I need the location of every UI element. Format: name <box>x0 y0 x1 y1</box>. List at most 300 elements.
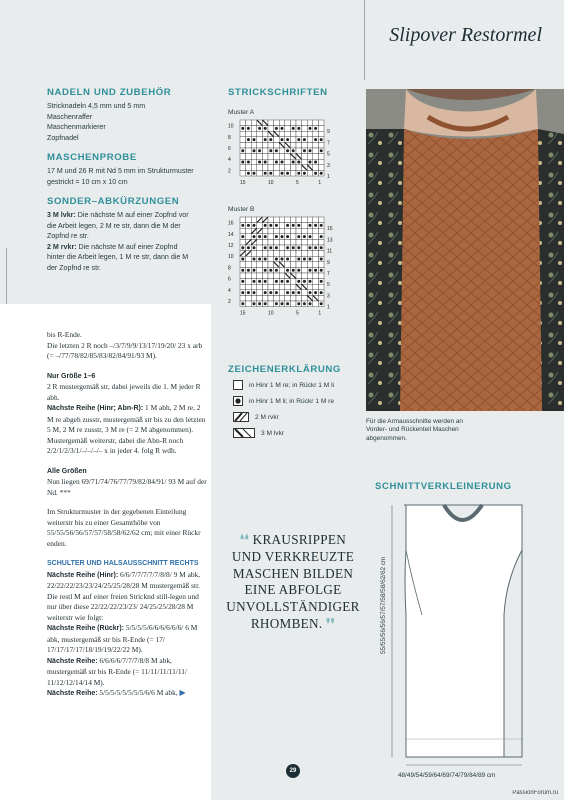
chart-cell <box>318 295 324 301</box>
chart-dot <box>247 138 250 141</box>
chart-col-label: 10 <box>268 310 274 317</box>
row-heading: Nächste Reihe (Rückr): <box>47 625 125 632</box>
pull-quote <box>226 532 360 633</box>
chart-dot <box>241 258 244 261</box>
chart-cell <box>274 284 280 290</box>
chart-cell <box>307 142 313 148</box>
chart-cell <box>290 256 296 262</box>
chart-dot <box>286 149 289 152</box>
chart-cell <box>296 251 302 257</box>
chart-row-label: 5 <box>327 282 330 289</box>
chart-cell <box>268 273 274 279</box>
instructions-column <box>47 330 207 709</box>
chart-cell <box>268 142 274 148</box>
section-heading: SCHULTER UND HALSAUSSCHNITT RECHTS <box>47 560 199 567</box>
chart-cell <box>240 120 246 126</box>
chart-cell <box>279 120 285 126</box>
body-text: 6/6/7/7/7/7/7/8/8/ 9 M abk, 22/22/22/23/23/24/25/25/28/28 M mustergemäß str. <box>47 569 201 590</box>
chart-cell <box>318 126 324 132</box>
chart-dot <box>286 302 289 305</box>
chart-cell <box>262 142 268 148</box>
chart-dot <box>253 235 256 238</box>
chart-cell <box>240 154 246 160</box>
chart-cell <box>246 284 252 290</box>
abbrev-def: die Arbeit legen, 2 M re str, dann die M der <box>47 221 181 230</box>
chart-row-label: 13 <box>327 237 333 244</box>
chart-dot <box>297 246 300 249</box>
chart-cell <box>262 148 268 154</box>
chart-dot <box>303 172 306 175</box>
page-title: Slipover Restormel <box>389 24 542 46</box>
chart-cell <box>285 239 291 245</box>
chart-row-label: 14 <box>228 231 234 238</box>
chart-b-label: Muster B <box>228 206 255 213</box>
chart-dot <box>275 302 278 305</box>
chart-dot <box>241 149 244 152</box>
chart-cell <box>279 223 285 229</box>
chart-cell <box>257 273 263 279</box>
chart-cell <box>318 142 324 148</box>
chart-cell <box>246 273 252 279</box>
legend-text: in Hinr 1 M li; in Rückr 1 M re <box>249 397 335 405</box>
chart-dot <box>320 291 323 294</box>
chart-col-label: 1 <box>318 180 322 186</box>
chart-cell <box>240 239 246 245</box>
chart-dot <box>292 269 295 272</box>
chart-cell <box>240 142 246 148</box>
chart-dot <box>297 258 300 261</box>
chart-cell <box>246 301 252 307</box>
chart-cell <box>257 142 263 148</box>
body-text: Die restl M auf einer freien Stricknd still-legen und nur über diese 22/22/22/23/23/ 24/25/25/28/28 M weiterstr wie folgt: <box>47 591 199 622</box>
chart-dot <box>281 172 284 175</box>
chart-dot <box>303 258 306 261</box>
chart-cell <box>262 284 268 290</box>
chart-cell <box>290 301 296 307</box>
body-text: 5/5/5/5/6/6/6/6/6/6/ 6 M abk, mustergemäß str bis R-Ende (= 17/ 17/17/17/17/18/19/19/22/22 M). <box>47 623 198 654</box>
chart-dot <box>281 235 284 238</box>
chart-cell <box>307 262 313 268</box>
abbrev-def: hinter die Arbeit legen, 1 M re str, dann die M <box>47 253 189 262</box>
chart-cell <box>296 142 302 148</box>
chart-row-label: 9 <box>327 129 330 136</box>
chart-dot <box>264 291 267 294</box>
chart-row-label: 4 <box>228 157 231 164</box>
chart-dot <box>286 224 289 227</box>
chart-cell <box>251 159 257 165</box>
chart-cell <box>240 137 246 143</box>
chart-row-label: 8 <box>228 265 231 272</box>
chart-dot <box>258 149 261 152</box>
chart-cell <box>268 165 274 171</box>
divider-line <box>364 0 365 80</box>
row-heading: Nächste Reihe: <box>47 690 98 697</box>
chart-dot <box>253 246 256 249</box>
chart-cell <box>285 154 291 160</box>
chart-cell <box>262 154 268 160</box>
chart-dot <box>264 172 267 175</box>
chart-row-label: 2 <box>228 168 231 175</box>
chart-cell <box>313 284 319 290</box>
charts-heading: STRICKSCHRIFTEN <box>228 87 328 98</box>
chart-dot <box>247 172 250 175</box>
chart-cell <box>313 142 319 148</box>
chart-cell <box>279 228 285 234</box>
chart-dot <box>253 224 256 227</box>
schematic-drawing <box>382 495 542 780</box>
chart-dot <box>314 224 317 227</box>
body-text: Im Strukturmuster in der gegebenen Einteilung weiterstr bis zu einer Gesamthöhe von 55/55/56/56/57/57/58/58/62/62 cm; mit einer Rückr enden. <box>47 507 201 548</box>
schematic-heading: SCHNITTVERKLEINERUNG <box>375 481 512 492</box>
chart-cell <box>240 284 246 290</box>
chart-dot <box>269 172 272 175</box>
chart-row-label: 8 <box>228 134 231 141</box>
chart-cell <box>307 228 313 234</box>
chart-cell <box>279 217 285 223</box>
model-photo <box>366 89 564 411</box>
chart-cell <box>307 217 313 223</box>
chart-dot <box>320 246 323 249</box>
body-text: Nun liegen 69/71/74/76/77/79/82/84/91/ 93 M auf der Nd. *** <box>47 477 207 497</box>
materials-list <box>47 101 145 143</box>
chart-dot <box>292 246 295 249</box>
chart-cell <box>313 228 319 234</box>
chart-cell <box>307 131 313 137</box>
legend-text: 2 M rvkr <box>255 413 279 421</box>
chart-b <box>226 215 338 325</box>
chart-row-label: 7 <box>327 140 330 147</box>
chart-cell <box>285 159 291 165</box>
chart-cell <box>302 290 308 296</box>
chart-cell <box>251 142 257 148</box>
chart-dot <box>309 161 312 164</box>
chart-dot <box>309 291 312 294</box>
gauge-line: gestrickt = 10 cm x 10 cm <box>47 177 128 186</box>
chart-cell <box>268 251 274 257</box>
chart-dot <box>314 269 317 272</box>
chart-cell <box>285 228 291 234</box>
chart-dot <box>275 149 278 152</box>
chart-dot <box>314 138 317 141</box>
chart-cell <box>313 120 319 126</box>
chart-dot <box>258 235 261 238</box>
chart-cell <box>268 279 274 285</box>
chart-cell <box>262 228 268 234</box>
chart-cell <box>251 131 257 137</box>
chart-cell <box>302 131 308 137</box>
chart-dot <box>292 149 295 152</box>
body-text: Die letzten 2 R noch –/3/7/9/9/13/17/19/20/ 23 x arb (= –/77/78/82/85/83/82/84/91/93 M). <box>47 340 203 360</box>
chart-cell <box>240 228 246 234</box>
chart-col-label: 10 <box>268 180 274 186</box>
chart-dot <box>253 258 256 261</box>
chart-cell <box>274 154 280 160</box>
chart-dot <box>303 149 306 152</box>
chart-row-label: 3 <box>327 162 330 169</box>
chart-dot <box>292 291 295 294</box>
chart-cell <box>240 217 246 223</box>
chart-cell <box>313 217 319 223</box>
chart-cell <box>290 284 296 290</box>
chart-cell <box>302 245 308 251</box>
legend-text: 3 M lvkr <box>261 429 285 437</box>
chart-dot <box>275 235 278 238</box>
chart-dot <box>269 269 272 272</box>
chart-cell <box>279 239 285 245</box>
chart-cell <box>257 267 263 273</box>
chart-cell <box>307 251 313 257</box>
chart-cell <box>279 295 285 301</box>
chart-cell <box>246 262 252 268</box>
chart-cell <box>257 262 263 268</box>
chart-dot <box>269 224 272 227</box>
chart-cell <box>307 137 313 143</box>
chart-cell <box>296 295 302 301</box>
chart-dot <box>309 302 312 305</box>
chart-cell <box>257 239 263 245</box>
page-number: 29 <box>286 764 300 778</box>
chart-dot <box>275 224 278 227</box>
chart-dot <box>269 138 272 141</box>
gauge-heading: MASCHENPROBE <box>47 152 137 163</box>
chart-dot <box>264 269 267 272</box>
chart-cell <box>296 228 302 234</box>
chart-cell <box>302 142 308 148</box>
chart-row-label: 2 <box>228 299 231 305</box>
chart-cell <box>262 273 268 279</box>
chart-cell <box>268 295 274 301</box>
chart-cell <box>240 131 246 137</box>
chart-cell <box>296 262 302 268</box>
left-cross-symbol-icon <box>233 428 255 438</box>
chart-cell <box>285 284 291 290</box>
chart-cell <box>318 228 324 234</box>
chart-cell <box>279 284 285 290</box>
quote-text: KRAUSRIPPEN UND VERKREUZTE MASCHEN BILDEN EINE ABFOLGE UNVOLLSTÄNDIGER RHOMBEN. <box>226 532 360 631</box>
chart-cell <box>257 245 263 251</box>
chart-row-label: 7 <box>327 271 330 277</box>
chart-cell <box>318 120 324 126</box>
chart-cell <box>290 170 296 176</box>
chart-cell <box>318 217 324 223</box>
chart-dot <box>309 246 312 249</box>
chart-cell <box>290 251 296 257</box>
chart-cell <box>251 154 257 160</box>
chart-cell <box>240 262 246 268</box>
chart-dot <box>269 246 272 249</box>
chart-dot <box>281 127 284 130</box>
chart-cell <box>302 295 308 301</box>
chart-cell <box>290 131 296 137</box>
chart-dot <box>264 246 267 249</box>
chart-dot <box>286 258 289 261</box>
chart-dot <box>320 269 323 272</box>
chart-dot <box>247 246 250 249</box>
chart-dot <box>320 138 323 141</box>
chart-cell <box>302 120 308 126</box>
chart-cell <box>290 217 296 223</box>
legend-heading: ZEICHENERKLÄRUNG <box>228 364 341 375</box>
chart-dot <box>264 302 267 305</box>
chart-dot <box>292 224 295 227</box>
chart-cell <box>240 295 246 301</box>
chart-cell <box>302 159 308 165</box>
chart-cell <box>302 154 308 160</box>
chart-dot <box>286 138 289 141</box>
chart-cell <box>302 223 308 229</box>
chart-dot <box>309 269 312 272</box>
abbrev-term: 3 M lvkr: <box>47 211 76 219</box>
chart-cell <box>279 131 285 137</box>
chart-dot <box>269 149 272 152</box>
chart-dot <box>303 235 306 238</box>
chart-cell <box>274 142 280 148</box>
chart-dot <box>253 302 256 305</box>
chart-cell <box>313 301 319 307</box>
chart-dot <box>297 280 300 283</box>
chart-cell <box>296 165 302 171</box>
chart-cell <box>268 154 274 160</box>
chart-cell <box>240 273 246 279</box>
chart-cell <box>268 126 274 132</box>
chart-dot <box>297 235 300 238</box>
chart-cell <box>302 251 308 257</box>
chart-cell <box>307 120 313 126</box>
body-text: Mustergemäß weiterstr, dabei die Abn-R noch 2/2/1/2/3/1/–/–/–/– x in jeder 4. folg R wdh. <box>47 435 184 455</box>
chart-cell <box>313 131 319 137</box>
materials-heading: NADELN UND ZUBEHÖR <box>47 87 172 98</box>
chart-cell <box>268 217 274 223</box>
site-watermark: PassionForum.ru <box>512 790 558 796</box>
chart-cell <box>246 279 252 285</box>
abbrev-text <box>47 210 217 274</box>
chart-cell <box>274 120 280 126</box>
body-text: 1 M abh, 2 M re, 2 M re abgeh zusstr, mustergemäß str bis zu den letzten 5 M, 2 M re zusstr, 3 M re (= 2 M abgenommen). <box>47 403 206 434</box>
chart-cell <box>318 165 324 171</box>
chart-cell <box>290 165 296 171</box>
chart-dot <box>297 269 300 272</box>
legend-item <box>233 428 284 438</box>
abbrev-def: Die nächste M auf einer Zopfnd <box>76 242 178 251</box>
chart-cell <box>262 131 268 137</box>
knit-symbol-icon <box>233 380 243 390</box>
chart-cell <box>246 217 252 223</box>
chart-dot <box>297 138 300 141</box>
chart-dot <box>241 161 244 164</box>
chart-dot <box>253 149 256 152</box>
chart-dot <box>269 291 272 294</box>
chart-cell <box>307 170 313 176</box>
chart-cell <box>262 262 268 268</box>
size-heading: Nur Größe 1–6 <box>47 372 96 380</box>
chart-dot <box>275 127 278 130</box>
chart-cell <box>302 239 308 245</box>
chart-cell <box>279 251 285 257</box>
materials-item: Stricknadeln 4,5 mm und 5 mm <box>47 102 146 110</box>
chart-cell <box>274 137 280 143</box>
chart-dot <box>320 224 323 227</box>
chart-dot <box>286 246 289 249</box>
chart-cell <box>257 284 263 290</box>
chart-cell <box>262 251 268 257</box>
chart-dot <box>241 280 244 283</box>
chart-row-label: 11 <box>327 248 333 255</box>
chart-cell <box>279 165 285 171</box>
chart-dot <box>286 280 289 283</box>
chart-cell <box>251 126 257 132</box>
legend-item <box>233 412 279 422</box>
purl-symbol-icon <box>233 396 243 406</box>
chart-dot <box>292 127 295 130</box>
chart-cell <box>268 256 274 262</box>
body-text: 6/6/6/6/7/7/7/8/8 M abk, mustergemäß str bis R-Ende (= 11/11/11/11/11/ 11/12/12/14/14 M). <box>47 655 187 687</box>
chart-dot <box>241 246 244 249</box>
chart-cell <box>290 295 296 301</box>
chart-cell <box>285 295 291 301</box>
chart-cell <box>268 301 274 307</box>
abbrev-heading: SONDER–ABKÜRZUNGEN <box>47 196 180 207</box>
chart-cell <box>279 267 285 273</box>
chart-cell <box>285 131 291 137</box>
chart-cell <box>313 239 319 245</box>
chart-cell <box>285 251 291 257</box>
chart-cell <box>246 165 252 171</box>
chart-cell <box>262 239 268 245</box>
chart-dot <box>247 127 250 130</box>
chart-cell <box>279 154 285 160</box>
chart-dot <box>275 258 278 261</box>
divider-line-left <box>6 248 7 304</box>
chart-cell <box>296 239 302 245</box>
chart-cell <box>290 228 296 234</box>
chart-cell <box>318 284 324 290</box>
body-text: 2 R mustergemäß str, dabei jeweils die 1. M jeder R abh. <box>47 382 201 402</box>
chart-dot <box>264 127 267 130</box>
chart-row-label: 10 <box>228 254 234 261</box>
chart-cell <box>279 290 285 296</box>
chart-cell <box>318 131 324 137</box>
gauge-text <box>47 166 194 187</box>
chart-row-label: 16 <box>228 220 234 227</box>
chart-dot <box>241 269 244 272</box>
chart-cell <box>302 228 308 234</box>
chart-cell <box>246 234 252 240</box>
chart-dot <box>281 280 284 283</box>
chart-cell <box>268 284 274 290</box>
chart-cell <box>262 165 268 171</box>
chart-dot <box>253 269 256 272</box>
chart-cell <box>251 295 257 301</box>
abbrev-term: 2 M rvkr: <box>47 242 77 251</box>
chart-row-label: 6 <box>228 276 231 283</box>
chart-cell <box>240 170 246 176</box>
chart-cell <box>307 273 313 279</box>
chart-cell <box>290 120 296 126</box>
body-text: bis R-Ende. <box>47 330 82 339</box>
chart-dot <box>264 280 267 283</box>
chart-cell <box>318 251 324 257</box>
chart-dot <box>241 224 244 227</box>
chart-cell <box>290 262 296 268</box>
chart-dot <box>281 258 284 261</box>
chart-dot <box>241 302 244 305</box>
continue-arrow-icon: ▶ <box>179 688 186 697</box>
chart-cell <box>251 217 257 223</box>
chart-cell <box>285 165 291 171</box>
chart-cell <box>318 159 324 165</box>
chart-cell <box>313 251 319 257</box>
chart-dot <box>241 127 244 130</box>
